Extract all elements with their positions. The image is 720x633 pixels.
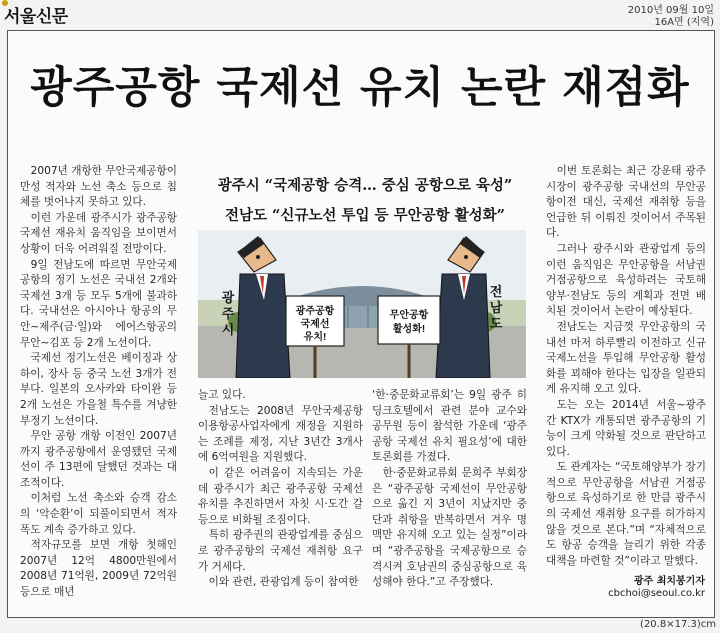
gwangju-sign-line-1: 광주공항 — [295, 306, 335, 317]
article-size-note: (20.8×17.3)cm — [640, 619, 716, 630]
paragraph: 2007년 개항한 무안국제공항이 만성 적자와 노선 축소 등으로 침체를 벗어나지 못하고 있다. — [20, 165, 177, 209]
paragraph: 이번 토론회는 최근 강운태 광주시장이 광주공항 국내선의 무안공항이전 대신, 국제선 재취항 등을 언급한 뒤 이뤄진 것이어서 주목된다. — [546, 165, 706, 240]
paragraph: 한·중문화교류회 문희주 부회장은 “광주공항 국제선이 무안공항으로 옮긴 지 3년이 지났지만 중단과 취항을 반복하면서 겨우 명맥만 유지해 오고 있는 실정”이라며 “광주공항을 국제공항으로 승격시켜 호남권의 중심공항으로 육성해야 한다.”고 주장했다. — [372, 466, 527, 589]
paragraph: 이와 관련, 관광업계 등이 참여한 — [208, 576, 359, 589]
paragraph: 전남도는 지금껏 무안공항의 국내선 마저 하루빨리 이전하고 신규 국제노선을 투입해 무안공항 활성화를 꾀해야 한다는 입장을 일관되게 유지해 오고 있다. — [546, 320, 706, 396]
paragraph: 도 관계자는 “국토해양부가 장기적으로 무안공항을 서남권 거점공항으로 육성하기로 한 만큼 광주시의 국제선 재취항 요구를 허가하지 않을 것으로 본다.”며 “자체적으로도 항공 승객을 늘리기 위한 각종 대책을 마련할 것”이라고 말했다. — [546, 461, 706, 567]
gwangju-sign-line-3: 유치! — [303, 332, 327, 343]
gwangju-label-char-3: 시 — [221, 322, 235, 337]
paragraph: 적자규모를 보면 개항 첫해인 2007년 12억 4800만원에서 2008년 71억원, 2009년 72억원 등으로 매년 — [20, 539, 177, 599]
paragraph: 전남도는 2008년 무안국제공항 이용항공사업자에게 재정을 지원하는 조례를 제정, 지난 3년간 3개사에 6억여원을 지원했다. — [198, 404, 363, 464]
paragraph: ‘한·중문화교류회’는 9일 광주 히딩크호텔에서 관련 분야 교수와 공무원 등이 참석한 가운데 ‘광주공항 국제선 유치 필요성’에 대한 토론회를 가졌다. — [372, 389, 527, 464]
paragraph: 9일 전남도에 따르면 무안국제공항의 정기 노선은 국내선 2개와 국제선 3개 등 모두 5개에 불과하다. 국내선은 아시아나 항공의 무안∼제주(금·일)와 에어스항공의 무안∼김포 등 2개 노선이다. — [20, 258, 177, 349]
body-column-1 — [20, 164, 177, 601]
logo-dot-icon — [2, 0, 8, 6]
paragraph: 이런 가운데 광주시가 광주공항 국제선 재유치 움직임을 보이면서 상황이 더욱 어려워질 전망이다. — [20, 211, 177, 255]
logo-text: 서울신문 — [4, 7, 68, 27]
article-headline: 광주공항 국제선 유치 논란 재점화 — [30, 63, 690, 113]
subhead-gwangju: 광주시 “국제공항 승격… 중심 공항으로 육성” — [217, 177, 513, 194]
jeonnam-sign-line-2: 활성화! — [392, 324, 426, 335]
reporter-email: cbchoi@seoul.co.kr — [608, 588, 705, 599]
jeonnam-label-char-3: 도 — [489, 316, 503, 331]
body-column-3 — [372, 388, 527, 591]
paragraph: 무안 공항 개항 이전인 2007년까지 광주공항에서 운영됐던 국제선이 주 13편에 달했던 것과는 대조적이다. — [20, 430, 177, 489]
paragraph: 도는 오는 2014년 서울∼광주 간 KTX가 개통되면 광주공항의 기능이 크게 약화될 것으로 판단하고 있다. — [546, 398, 706, 458]
masthead — [0, 0, 720, 26]
jeonnam-label-char-1: 전 — [489, 284, 503, 299]
newspaper-logo — [4, 2, 68, 27]
byline: 광주 최치봉기자 — [633, 576, 705, 587]
gwangju-sign-line-2: 국제선 — [300, 319, 330, 330]
body-column-2 — [198, 388, 363, 591]
jeonnam-label-char-2: 남 — [489, 300, 503, 315]
jeonnam-sign-line-1: 무안공항 — [389, 310, 429, 321]
paragraph: 그러나 광주시와 관광업계 등의 이런 움직임은 무안공항을 서남권 거점공항으로 육성하려는 국토해양부·전남도 등의 계획과 전면 배치된 것이어서 논란이 예상된다. — [546, 242, 706, 318]
paragraph: 이 같은 어려움이 지속되는 가운데 광주시가 최근 광주공항 국제선 유치를 추진하면서 자칫 시·도간 갈등으로 비화될 조짐이다. — [198, 466, 363, 526]
paragraph: 늘고 있다. — [198, 389, 246, 401]
issue-date: 2010년 09월 10일 — [627, 5, 714, 16]
body-column-4 — [546, 164, 706, 569]
gwangju-label-char-2: 주 — [221, 306, 235, 321]
paragraph: 특히 광주권의 관광업계를 중심으로 광주공항의 국제선 재취항 요구가 거세다. — [198, 529, 363, 573]
cartoon-illustration — [198, 230, 526, 378]
paragraph: 국제선 정기노선은 베이징과 상하이, 장사 등 중국 노선 3개가 전부다. 일본의 오사카와 타이완 등 2개 노선은 가을철 특수를 겨냥한 부정기 노선이다. — [20, 352, 177, 427]
page-section: 16A면 (지역) — [654, 17, 714, 28]
subhead-jeonnam: 전남도 “신규노선 투입 등 무안공항 활성화” — [224, 207, 506, 224]
gwangju-label-char-1: 광 — [221, 290, 235, 305]
paragraph: 이처럼 노선 축소와 승객 감소의 ‘악순환’이 되풀이되면서 적자폭도 계속 증가하고 있다. — [20, 492, 177, 536]
